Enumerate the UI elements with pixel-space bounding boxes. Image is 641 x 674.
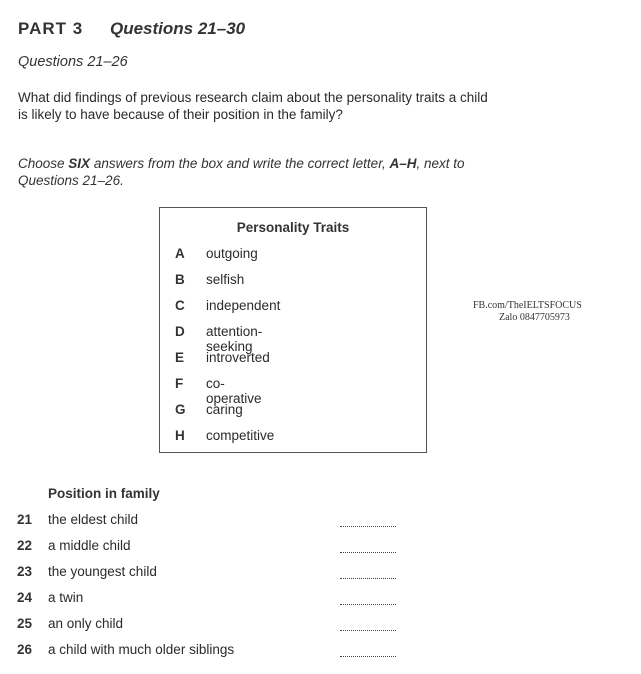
question-row [0, 642, 641, 662]
trait-letter: D [175, 324, 185, 339]
watermark [473, 300, 582, 324]
question-row [0, 538, 641, 558]
trait-text: co-operative [206, 376, 262, 406]
position-in-family-heading: Position in family [48, 486, 160, 501]
answer-blank[interactable] [340, 603, 396, 605]
traits-box-title: Personality Traits [236, 220, 350, 235]
question-label: a twin [48, 590, 84, 605]
answer-blank[interactable] [340, 551, 396, 553]
question-number: 26 [17, 642, 33, 657]
instruction-prefix: Choose [18, 156, 69, 171]
part-label: PART 3 [18, 19, 84, 38]
question-label: an only child [48, 616, 124, 631]
instruction-count: SIX [68, 156, 91, 171]
question-number: 24 [17, 590, 33, 605]
personality-traits-box [159, 207, 427, 453]
question-prompt: What did findings of previous research claim about the personality traits a child is likely to have because of their position in the family? [18, 90, 488, 122]
question-number: 25 [17, 616, 33, 631]
question-label: the youngest child [48, 564, 157, 579]
question-row [0, 512, 641, 532]
trait-letter: H [175, 428, 185, 443]
question-number: 22 [17, 538, 33, 553]
question-label: a middle child [48, 538, 131, 553]
question-row [0, 590, 641, 610]
trait-text: introverted [206, 350, 270, 365]
trait-letter: F [175, 376, 184, 391]
trait-text: attention-seeking [206, 324, 263, 354]
question-number: 21 [17, 512, 33, 527]
trait-letter: E [175, 350, 185, 365]
part-questions-range: Questions 21–30 [110, 19, 246, 38]
trait-letter: A [175, 246, 185, 261]
answer-blank[interactable] [340, 629, 396, 631]
trait-text: independent [206, 298, 281, 313]
instruction-range: A–H [389, 156, 417, 171]
question-row [0, 564, 641, 584]
answer-blank[interactable] [340, 655, 396, 657]
watermark-line-2: Zalo 0847705973 [499, 312, 570, 323]
instruction-middle: answers from the box and write the correct letter, [90, 156, 390, 171]
instruction-suffix: , next to Questions 21–26. [18, 156, 465, 188]
question-number: 23 [17, 564, 33, 579]
watermark-line-1: FB.com/TheIELTSFOCUS [473, 300, 582, 311]
question-row [0, 616, 641, 636]
trait-text: selfish [206, 272, 245, 287]
trait-text: competitive [206, 428, 275, 443]
answer-blank[interactable] [340, 577, 396, 579]
question-label: the eldest child [48, 512, 139, 527]
trait-text: caring [206, 402, 243, 417]
trait-letter: G [175, 402, 186, 417]
question-label: a child with much older siblings [48, 642, 235, 657]
questions-subheading: Questions 21–26 [18, 54, 128, 70]
answer-blank[interactable] [340, 525, 396, 527]
trait-letter: B [175, 272, 185, 287]
trait-text: outgoing [206, 246, 258, 261]
trait-letter: C [175, 298, 185, 313]
instruction-text [18, 155, 518, 189]
